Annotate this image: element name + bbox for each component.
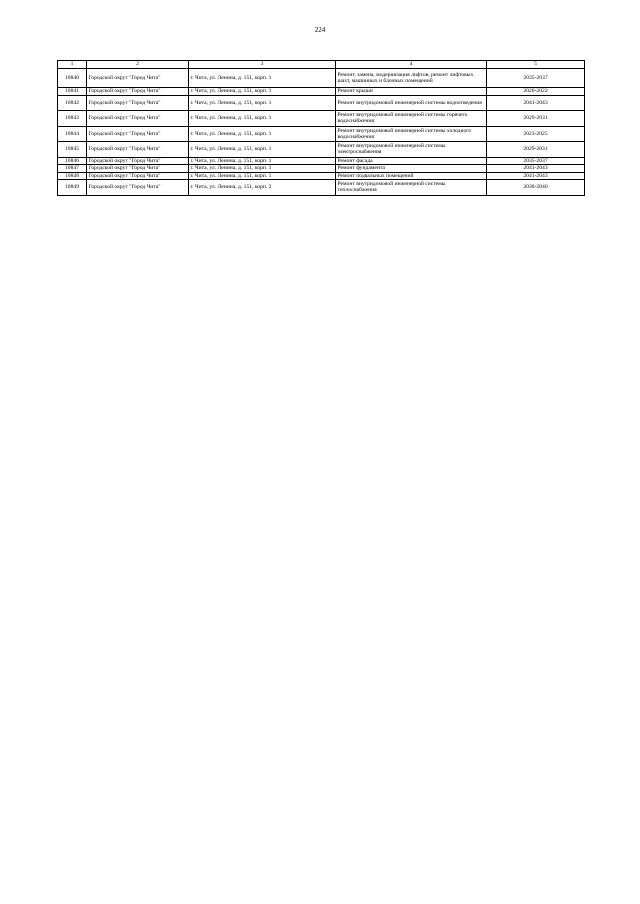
work-type-cell: Ремонт внутридомовой инженерной системы горячего водоснабжения (336, 111, 487, 127)
address-cell: г. Чита, ул. Ленина, д. 151, корп. 2 (189, 180, 336, 196)
address-cell: г. Чита, ул. Ленина, д. 151, корп. 1 (189, 88, 336, 96)
address-cell: г. Чита, ул. Ленина, д. 151, корп. 1 (189, 157, 336, 165)
work-type-cell: Ремонт подвальных помещений (336, 172, 487, 180)
address-cell: г. Чита, ул. Ленина, д. 151, корп. 1 (189, 111, 336, 127)
row-number-cell: 10844 (58, 126, 87, 142)
municipality-cell: Городской округ "Город Чита" (87, 157, 189, 165)
work-type-cell: Ремонт внутридомовой инженерной системы электроснабжения (336, 142, 487, 158)
period-cell: 2035-2037 (487, 69, 585, 88)
address-cell: г. Чита, ул. Ленина, д. 151, корп. 1 (189, 95, 336, 111)
column-header: 5 (487, 61, 585, 69)
table-body (58, 69, 585, 196)
row-number-cell: 10847 (58, 165, 87, 173)
municipality-cell: Городской округ "Город Чита" (87, 88, 189, 96)
municipality-cell: Городской округ "Город Чита" (87, 142, 189, 158)
municipality-cell: Городской округ "Город Чита" (87, 111, 189, 127)
period-cell: 2020-2022 (487, 88, 585, 96)
table-row (58, 142, 585, 158)
table-row (58, 172, 585, 180)
work-type-cell: Ремонт фундамента (336, 165, 487, 173)
row-number-cell: 10845 (58, 142, 87, 158)
table-row (58, 88, 585, 96)
work-type-cell: Ремонт внутридомовой инженерной системы холодного водоснабжения (336, 126, 487, 142)
period-cell: 2029-2031 (487, 142, 585, 158)
address-cell: г. Чита, ул. Ленина, д. 151, корп. 1 (189, 165, 336, 173)
work-type-cell: Ремонт внутридомовой инженерной системы водоотведения (336, 95, 487, 111)
column-header: 1 (58, 61, 87, 69)
address-cell: г. Чита, ул. Ленина, д. 151, корп. 1 (189, 126, 336, 142)
column-header: 2 (87, 61, 189, 69)
period-cell: 2023-2025 (487, 126, 585, 142)
table-row (58, 157, 585, 165)
table-header-row (58, 61, 585, 69)
municipality-cell: Городской округ "Город Чита" (87, 95, 189, 111)
repair-registry-table (57, 60, 585, 196)
work-type-cell: Ремонт внутридомовой инженерной системы теплоснабжения (336, 180, 487, 196)
work-type-cell: Ремонт, замена, модернизация лифтов, ремонт лифтовых шахт, машинных и блочных помещений (336, 69, 487, 88)
column-header: 3 (189, 61, 336, 69)
address-cell: г. Чита, ул. Ленина, д. 151, корп. 1 (189, 172, 336, 180)
table-row (58, 69, 585, 88)
row-number-cell: 10842 (58, 95, 87, 111)
row-number-cell: 10846 (58, 157, 87, 165)
address-cell: г. Чита, ул. Ленина, д. 151, корп. 1 (189, 142, 336, 158)
municipality-cell: Городской округ "Город Чита" (87, 180, 189, 196)
row-number-cell: 10841 (58, 88, 87, 96)
period-cell: 2041-2043 (487, 165, 585, 173)
table-row (58, 165, 585, 173)
table-row (58, 111, 585, 127)
municipality-cell: Городской округ "Город Чита" (87, 126, 189, 142)
table-row (58, 95, 585, 111)
work-type-cell: Ремонт крыши (336, 88, 487, 96)
column-header: 4 (336, 61, 487, 69)
address-cell: г. Чита, ул. Ленина, д. 151, корп. 1 (189, 69, 336, 88)
table-row (58, 126, 585, 142)
period-cell: 2029-2031 (487, 111, 585, 127)
row-number-cell: 10843 (58, 111, 87, 127)
period-cell: 2041-2043 (487, 95, 585, 111)
row-number-cell: 10840 (58, 69, 87, 88)
period-cell: 2038-2040 (487, 180, 585, 196)
row-number-cell: 10849 (58, 180, 87, 196)
period-cell: 2041-2043 (487, 172, 585, 180)
row-number-cell: 10848 (58, 172, 87, 180)
municipality-cell: Городской округ "Город Чита" (87, 69, 189, 88)
period-cell: 2035-2037 (487, 157, 585, 165)
work-type-cell: Ремонт фасада (336, 157, 487, 165)
page-number: 224 (314, 26, 326, 34)
table-row (58, 180, 585, 196)
municipality-cell: Городской округ "Город Чита" (87, 172, 189, 180)
municipality-cell: Городской округ "Город Чита" (87, 165, 189, 173)
